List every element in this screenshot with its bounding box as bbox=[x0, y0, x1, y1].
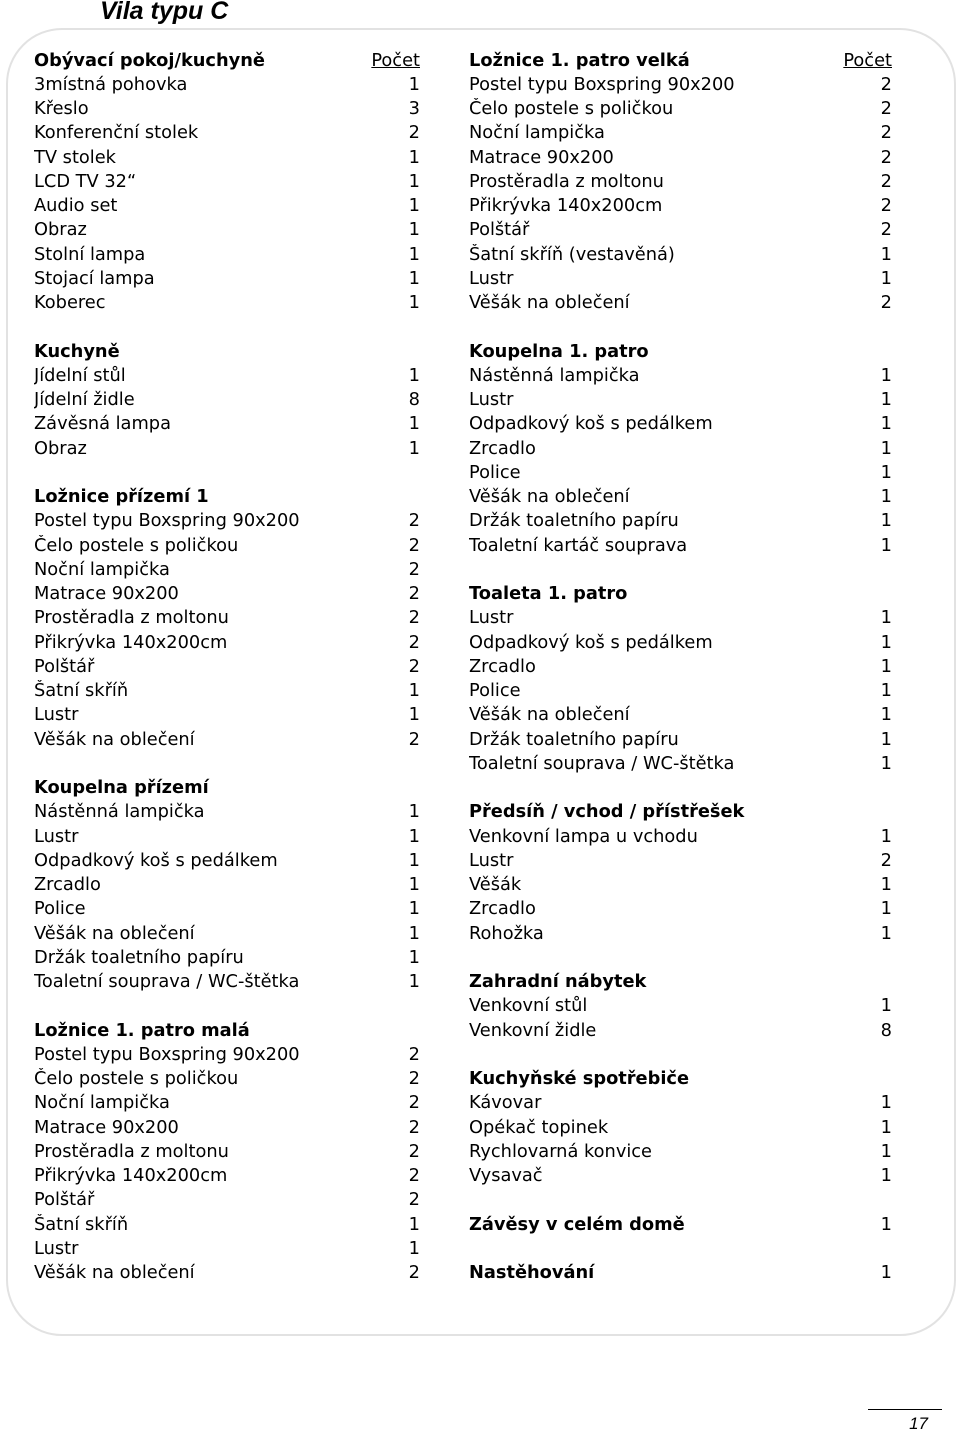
item-count: 2 bbox=[880, 122, 892, 144]
item-name: Přikrývka 140x200cm bbox=[34, 631, 228, 653]
section-header bbox=[469, 582, 892, 606]
item-count: 1 bbox=[880, 1116, 892, 1138]
item-count: 1 bbox=[880, 655, 892, 677]
footer-rule bbox=[868, 1409, 942, 1410]
inventory-item bbox=[34, 582, 420, 606]
section-title: Toaleta 1. patro bbox=[469, 583, 628, 605]
inventory-item bbox=[34, 266, 420, 290]
item-name: Odpadkový koš s pedálkem bbox=[34, 849, 278, 871]
inventory-item bbox=[34, 218, 420, 242]
inventory-item bbox=[34, 970, 420, 994]
item-name: Polštář bbox=[34, 655, 95, 677]
inventory-item bbox=[469, 266, 892, 290]
inventory-item bbox=[469, 194, 892, 218]
inventory-item bbox=[34, 800, 420, 824]
inventory-item bbox=[34, 1067, 420, 1091]
item-name: Odpadkový koš s pedálkem bbox=[469, 413, 713, 435]
item-count: 2 bbox=[880, 292, 892, 314]
spacer bbox=[469, 315, 892, 339]
inventory-item bbox=[34, 727, 420, 751]
inventory-item bbox=[469, 1018, 892, 1042]
item-name: Lustr bbox=[469, 389, 514, 411]
inventory-item bbox=[34, 242, 420, 266]
item-count: 1 bbox=[408, 170, 420, 192]
item-name: Vysavač bbox=[469, 1165, 543, 1187]
spacer bbox=[469, 945, 892, 969]
item-count: 2 bbox=[880, 170, 892, 192]
inventory-item bbox=[34, 363, 420, 387]
inventory-item bbox=[34, 1164, 420, 1188]
item-count: 2 bbox=[408, 1262, 420, 1284]
item-name: Venkovní lampa u vchodu bbox=[469, 825, 698, 847]
item-count: 1 bbox=[408, 1237, 420, 1259]
item-count: 2 bbox=[408, 1140, 420, 1162]
inventory-item bbox=[34, 1115, 420, 1139]
inventory-item bbox=[34, 1212, 420, 1236]
inventory-item bbox=[469, 994, 892, 1018]
inventory-item bbox=[469, 873, 892, 897]
item-name: Stojací lampa bbox=[34, 267, 155, 289]
inventory-item bbox=[469, 97, 892, 121]
item-count: 1 bbox=[408, 704, 420, 726]
item-count: 1 bbox=[880, 1092, 892, 1114]
inventory-item bbox=[34, 533, 420, 557]
inventory-item bbox=[469, 630, 892, 654]
item-count: 2 bbox=[880, 849, 892, 871]
item-name: Matrace 90x200 bbox=[469, 146, 614, 168]
item-name: Věšák na oblečení bbox=[34, 1262, 195, 1284]
item-name: Lustr bbox=[34, 704, 79, 726]
item-name: Přikrývka 140x200cm bbox=[34, 1165, 228, 1187]
item-name: Audio set bbox=[34, 195, 118, 217]
inventory-item bbox=[34, 97, 420, 121]
inventory-item bbox=[469, 1091, 892, 1115]
section-title: Obývací pokoj/kuchyně bbox=[34, 49, 265, 71]
section-header bbox=[34, 339, 420, 363]
inventory-item bbox=[469, 436, 892, 460]
inventory-item bbox=[469, 242, 892, 266]
section-header bbox=[469, 1067, 892, 1091]
spacer bbox=[469, 776, 892, 800]
inventory-item bbox=[34, 169, 420, 193]
item-count: 1 bbox=[880, 364, 892, 386]
inventory-item bbox=[469, 703, 892, 727]
item-count: 1 bbox=[880, 874, 892, 896]
section-header bbox=[34, 1018, 420, 1042]
section-title: Koupelna přízemí bbox=[34, 777, 209, 799]
item-count: 1 bbox=[880, 510, 892, 532]
section-header bbox=[469, 1212, 892, 1236]
spacer bbox=[469, 1236, 892, 1260]
item-count: 2 bbox=[408, 534, 420, 556]
spacer bbox=[34, 994, 420, 1018]
section-title: Kuchyňské spotřebiče bbox=[469, 1068, 690, 1090]
item-count: 1 bbox=[408, 437, 420, 459]
item-name: Prostěradla z moltonu bbox=[34, 1140, 229, 1162]
inventory-item bbox=[34, 1139, 420, 1163]
item-name: Police bbox=[34, 898, 86, 920]
item-name: Věšák bbox=[469, 874, 522, 896]
item-count: 1 bbox=[408, 946, 420, 968]
item-count: 1 bbox=[408, 825, 420, 847]
inventory-item bbox=[469, 679, 892, 703]
spacer bbox=[34, 460, 420, 484]
item-name: Stolní lampa bbox=[34, 243, 146, 265]
item-name: Čelo postele s poličkou bbox=[469, 98, 674, 120]
item-name: Věšák na oblečení bbox=[469, 292, 630, 314]
item-name: Lustr bbox=[469, 267, 514, 289]
item-name: Držák toaletního papíru bbox=[34, 946, 244, 968]
inventory-item bbox=[34, 509, 420, 533]
section-title: Ložnice 1. patro malá bbox=[34, 1019, 250, 1041]
item-count: 1 bbox=[408, 680, 420, 702]
item-count: 2 bbox=[880, 146, 892, 168]
item-count: 1 bbox=[880, 752, 892, 774]
item-name: Držák toaletního papíru bbox=[469, 728, 679, 750]
column-header bbox=[469, 48, 892, 72]
item-name: Venkovní židle bbox=[469, 1019, 597, 1041]
inventory-item bbox=[34, 654, 420, 678]
item-name: Věšák na oblečení bbox=[34, 922, 195, 944]
section-title: Závěsy v celém domě bbox=[469, 1213, 685, 1235]
count-header: Počet bbox=[843, 49, 892, 71]
inventory-item bbox=[34, 145, 420, 169]
item-name: Matrace 90x200 bbox=[34, 1116, 179, 1138]
item-count: 1 bbox=[880, 534, 892, 556]
item-count: 3 bbox=[408, 98, 420, 120]
item-name: Prostěradla z moltonu bbox=[469, 170, 664, 192]
item-name: Zrcadlo bbox=[469, 898, 536, 920]
item-count: 2 bbox=[408, 1068, 420, 1090]
page-title: Vila typu C bbox=[100, 0, 229, 25]
inventory-item bbox=[469, 921, 892, 945]
item-name: Koberec bbox=[34, 292, 106, 314]
item-name: Konferenční stolek bbox=[34, 122, 199, 144]
item-count: 1 bbox=[408, 922, 420, 944]
item-name: Křeslo bbox=[34, 98, 89, 120]
item-name: Nástěnná lampička bbox=[469, 364, 640, 386]
item-name: Toaletní souprava / WC-štětka bbox=[469, 752, 735, 774]
inventory-item bbox=[34, 703, 420, 727]
item-count: 2 bbox=[408, 1092, 420, 1114]
inventory-item bbox=[34, 897, 420, 921]
inventory-item bbox=[34, 679, 420, 703]
item-name: TV stolek bbox=[34, 146, 116, 168]
item-count: 1 bbox=[408, 413, 420, 435]
inventory-item bbox=[34, 121, 420, 145]
inventory-item bbox=[469, 72, 892, 96]
section-title: Nastěhování bbox=[469, 1262, 595, 1284]
item-count: 1 bbox=[408, 243, 420, 265]
item-count: 2 bbox=[408, 1165, 420, 1187]
inventory-item bbox=[34, 291, 420, 315]
section-header bbox=[34, 776, 420, 800]
inventory-item bbox=[469, 1139, 892, 1163]
inventory-item bbox=[34, 630, 420, 654]
inventory-column-left bbox=[34, 48, 420, 1285]
item-name: Obraz bbox=[34, 219, 87, 241]
item-name: Šatní skříň (vestavěná) bbox=[469, 243, 675, 265]
page-number: 17 bbox=[909, 1414, 928, 1433]
item-count: 8 bbox=[880, 1019, 892, 1041]
item-name: Prostěradla z moltonu bbox=[34, 607, 229, 629]
item-name: Polštář bbox=[469, 219, 530, 241]
item-count: 2 bbox=[408, 655, 420, 677]
section-header bbox=[469, 339, 892, 363]
inventory-item bbox=[469, 606, 892, 630]
item-name: Věšák na oblečení bbox=[469, 486, 630, 508]
inventory-item bbox=[469, 1164, 892, 1188]
inventory-item bbox=[34, 1091, 420, 1115]
item-name: Zrcadlo bbox=[469, 655, 536, 677]
item-count: 1 bbox=[880, 437, 892, 459]
inventory-item bbox=[34, 72, 420, 96]
item-count: 2 bbox=[408, 510, 420, 532]
inventory-item bbox=[34, 388, 420, 412]
inventory-item bbox=[469, 727, 892, 751]
item-name: Zrcadlo bbox=[469, 437, 536, 459]
item-count: 1 bbox=[880, 413, 892, 435]
column-header bbox=[34, 48, 420, 72]
item-name: Noční lampička bbox=[34, 1092, 170, 1114]
inventory-item bbox=[34, 412, 420, 436]
inventory-item bbox=[469, 388, 892, 412]
item-count: 2 bbox=[408, 558, 420, 580]
item-name: Kávovar bbox=[469, 1092, 542, 1114]
item-name: Jídelní židle bbox=[34, 389, 135, 411]
section-header bbox=[469, 970, 892, 994]
item-count: 1 bbox=[408, 267, 420, 289]
inventory-item bbox=[34, 945, 420, 969]
item-count: 1 bbox=[880, 922, 892, 944]
item-count: 1 bbox=[880, 243, 892, 265]
inventory-item bbox=[469, 485, 892, 509]
item-count: 1 bbox=[880, 898, 892, 920]
item-count: 1 bbox=[408, 73, 420, 95]
item-count: 2 bbox=[408, 1043, 420, 1065]
item-count: 1 bbox=[880, 1165, 892, 1187]
inventory-item bbox=[469, 509, 892, 533]
item-name: Opékač topinek bbox=[469, 1116, 609, 1138]
inventory-item bbox=[469, 218, 892, 242]
inventory-item bbox=[469, 533, 892, 557]
spacer bbox=[469, 1188, 892, 1212]
item-count: 2 bbox=[408, 728, 420, 750]
item-count: 1 bbox=[880, 1140, 892, 1162]
inventory-item bbox=[469, 824, 892, 848]
item-count: 1 bbox=[408, 801, 420, 823]
item-name: Zrcadlo bbox=[34, 874, 101, 896]
inventory-item bbox=[469, 848, 892, 872]
item-name: Přikrývka 140x200cm bbox=[469, 195, 663, 217]
item-name: Lustr bbox=[469, 849, 514, 871]
item-count: 2 bbox=[880, 73, 892, 95]
item-name: Noční lampička bbox=[34, 558, 170, 580]
inventory-item bbox=[34, 606, 420, 630]
inventory-item bbox=[34, 873, 420, 897]
item-name: Rychlovarná konvice bbox=[469, 1140, 652, 1162]
item-count: 1 bbox=[880, 1262, 892, 1284]
inventory-item bbox=[469, 1115, 892, 1139]
item-count: 2 bbox=[408, 607, 420, 629]
inventory-item bbox=[34, 1261, 420, 1285]
item-count: 1 bbox=[408, 1213, 420, 1235]
item-name: Toaletní kartáč souprava bbox=[469, 534, 688, 556]
inventory-item bbox=[34, 824, 420, 848]
item-name: Rohožka bbox=[469, 922, 544, 944]
item-name: Lustr bbox=[34, 825, 79, 847]
section-title: Předsíň / vchod / přístřešek bbox=[469, 801, 745, 823]
count-header: Počet bbox=[371, 49, 420, 71]
item-name: Police bbox=[469, 680, 521, 702]
spacer bbox=[469, 1042, 892, 1066]
section-header bbox=[469, 800, 892, 824]
item-name: Věšák na oblečení bbox=[469, 704, 630, 726]
item-name: Čelo postele s poličkou bbox=[34, 534, 239, 556]
inventory-item bbox=[469, 412, 892, 436]
section-title: Koupelna 1. patro bbox=[469, 340, 649, 362]
inventory-item bbox=[34, 557, 420, 581]
item-name: Věšák na oblečení bbox=[34, 728, 195, 750]
spacer bbox=[34, 751, 420, 775]
item-count: 2 bbox=[408, 1116, 420, 1138]
inventory-item bbox=[469, 751, 892, 775]
item-name: Lustr bbox=[469, 607, 514, 629]
inventory-item bbox=[469, 291, 892, 315]
item-name: 3místná pohovka bbox=[34, 73, 188, 95]
item-count: 1 bbox=[408, 219, 420, 241]
item-name: Postel typu Boxspring 90x200 bbox=[34, 1043, 300, 1065]
item-name: Závěsná lampa bbox=[34, 413, 171, 435]
spacer bbox=[469, 557, 892, 581]
item-name: Police bbox=[469, 461, 521, 483]
item-count: 1 bbox=[880, 680, 892, 702]
inventory-column-right bbox=[469, 48, 892, 1285]
spacer bbox=[34, 315, 420, 339]
item-name: Nástěnná lampička bbox=[34, 801, 205, 823]
item-count: 1 bbox=[880, 486, 892, 508]
item-name: Venkovní stůl bbox=[469, 995, 588, 1017]
item-name: Šatní skříň bbox=[34, 1213, 129, 1235]
item-count: 2 bbox=[880, 219, 892, 241]
inventory-item bbox=[34, 1042, 420, 1066]
item-count: 2 bbox=[408, 122, 420, 144]
inventory-item bbox=[469, 145, 892, 169]
item-name: Odpadkový koš s pedálkem bbox=[469, 631, 713, 653]
item-count: 1 bbox=[880, 267, 892, 289]
item-name: Držák toaletního papíru bbox=[469, 510, 679, 532]
section-header bbox=[34, 485, 420, 509]
item-count: 2 bbox=[880, 195, 892, 217]
inventory-item bbox=[34, 1236, 420, 1260]
inventory-item bbox=[34, 848, 420, 872]
item-count: 1 bbox=[408, 898, 420, 920]
item-count: 1 bbox=[408, 292, 420, 314]
item-count: 2 bbox=[408, 583, 420, 605]
item-count: 1 bbox=[880, 995, 892, 1017]
item-name: Čelo postele s poličkou bbox=[34, 1068, 239, 1090]
item-name: Šatní skříň bbox=[34, 680, 129, 702]
section-title: Ložnice přízemí 1 bbox=[34, 486, 209, 508]
item-count: 1 bbox=[408, 195, 420, 217]
item-count: 1 bbox=[880, 704, 892, 726]
item-name: Jídelní stůl bbox=[34, 364, 126, 386]
item-count: 8 bbox=[408, 389, 420, 411]
inventory-item bbox=[469, 460, 892, 484]
inventory-item bbox=[34, 194, 420, 218]
item-name: Noční lampička bbox=[469, 122, 605, 144]
item-count: 1 bbox=[408, 849, 420, 871]
item-count: 1 bbox=[880, 461, 892, 483]
item-count: 2 bbox=[880, 98, 892, 120]
inventory-item bbox=[34, 1188, 420, 1212]
item-count: 1 bbox=[408, 874, 420, 896]
inventory-item bbox=[34, 436, 420, 460]
item-name: Obraz bbox=[34, 437, 87, 459]
item-name: Polštář bbox=[34, 1189, 95, 1211]
item-name: Lustr bbox=[34, 1237, 79, 1259]
item-count: 1 bbox=[408, 971, 420, 993]
item-count: 1 bbox=[880, 825, 892, 847]
item-count: 1 bbox=[408, 146, 420, 168]
section-title: Ložnice 1. patro velká bbox=[469, 49, 690, 71]
item-count: 2 bbox=[408, 631, 420, 653]
inventory-item bbox=[34, 921, 420, 945]
item-name: Postel typu Boxspring 90x200 bbox=[34, 510, 300, 532]
item-count: 1 bbox=[880, 389, 892, 411]
item-name: LCD TV 32“ bbox=[34, 170, 137, 192]
section-title: Zahradní nábytek bbox=[469, 971, 647, 993]
item-count: 1 bbox=[880, 631, 892, 653]
inventory-item bbox=[469, 169, 892, 193]
item-count: 1 bbox=[880, 1213, 892, 1235]
item-count: 1 bbox=[880, 607, 892, 629]
section-header bbox=[469, 1261, 892, 1285]
inventory-item bbox=[469, 363, 892, 387]
item-name: Postel typu Boxspring 90x200 bbox=[469, 73, 735, 95]
inventory-item bbox=[469, 654, 892, 678]
item-name: Toaletní souprava / WC-štětka bbox=[34, 971, 300, 993]
section-title: Kuchyně bbox=[34, 340, 120, 362]
item-name: Matrace 90x200 bbox=[34, 583, 179, 605]
item-count: 2 bbox=[408, 1189, 420, 1211]
inventory-item bbox=[469, 897, 892, 921]
item-count: 1 bbox=[880, 728, 892, 750]
item-count: 1 bbox=[408, 364, 420, 386]
inventory-item bbox=[469, 121, 892, 145]
